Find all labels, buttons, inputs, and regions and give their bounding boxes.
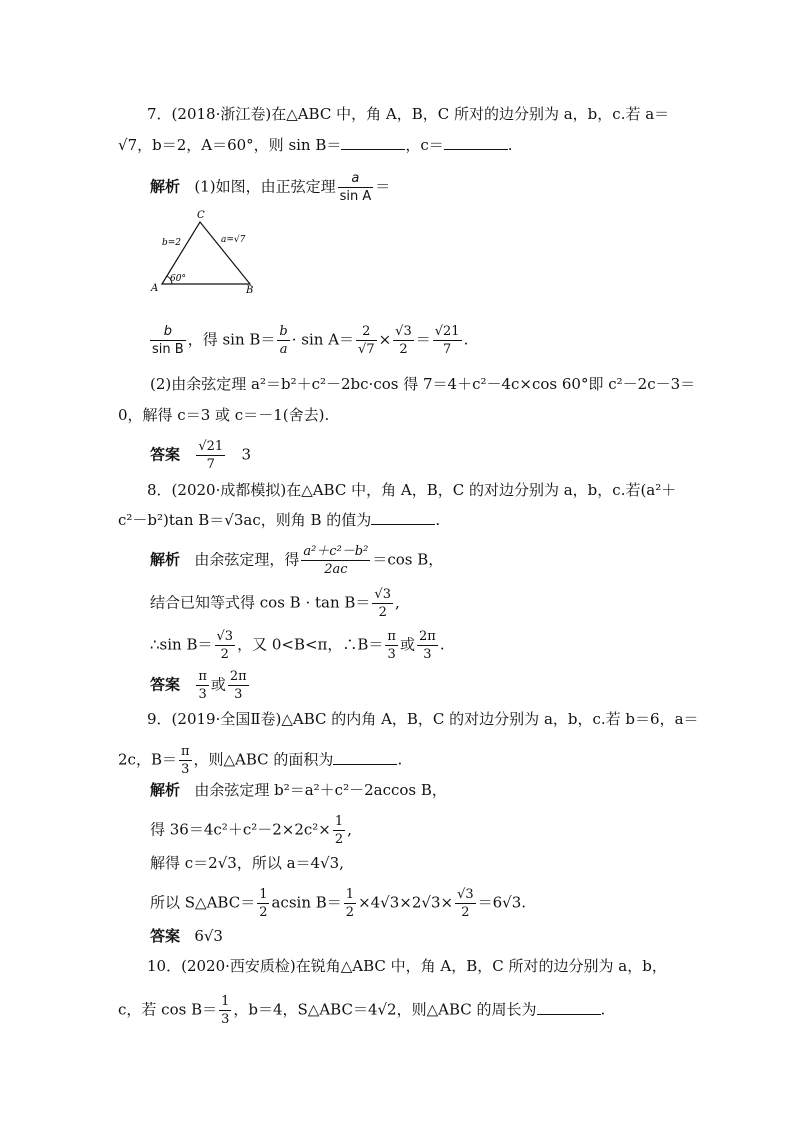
p9-solution-line3: 解得 c＝2√3，所以 a＝4√3, <box>150 854 344 872</box>
answer-blank <box>537 1000 601 1015</box>
p8-line2: c²－b²)tan B＝√3ac，则角 B 的值为 . <box>118 511 441 529</box>
answer-blank <box>444 135 508 150</box>
p9-solution-line1: 解析 由余弦定理 b²＝a²＋c²－2accos B， <box>150 781 447 799</box>
p10-line2: c，若 cos B＝ $\frac{1}{3}$ ，b＝4，S△ABC＝4√2，则△ABC 的周长为 . <box>118 994 606 1027</box>
p8-answer: 答案 $\frac{\pi}{3}$ 或 $\frac{2\pi}{3}$ <box>150 669 247 702</box>
side-b-label: b=2 <box>162 238 182 248</box>
p8-solution-line2: 结合已知等式得 cos B · tan B＝ $\frac{√3}{2}$ , <box>150 587 400 620</box>
p8-solution-line1: 解析 由余弦定理，得 $\frac{\text{a²＋c²－b²}}{2ac}$ ＝cos B， <box>150 544 444 577</box>
p10-line1: 10．(2020·西安质检)在锐角△ABC 中，角 A，B，C 所对的边分别为 a，b， <box>147 957 667 975</box>
p9-line1: 9．(2019·全国Ⅱ卷)△ABC 的内角 A，B，C 的对边分别为 a，b，c.若 b＝6，a＝ <box>147 710 699 728</box>
answer-blank <box>341 135 405 150</box>
p7-solution-line4: 0，解得 c＝3 或 c＝－1(舍去). <box>118 406 330 424</box>
p9-line2: 2c，B＝ $\frac{\pi}{3}$ ，则△ABC 的面积为 . <box>118 744 403 777</box>
vertex-c-label: C <box>197 210 205 221</box>
triangle-figure <box>148 208 263 298</box>
p9-solution-line4: 所以 S△ABC＝ $\frac{1}{2}$ acsin B＝ $\frac{1}{2}$ ×4√3×2√3× $\frac{√3}{2}$ ＝6√3. <box>150 887 527 920</box>
answer-blank <box>371 510 435 525</box>
p7-line1: 7．(2018·浙江卷)在△ABC 中，角 A，B，C 所对的边分别为 a，b，c.若 a＝ <box>147 105 670 123</box>
p7-solution-line2: $\frac{b}{\text{sin B}}$ ，得 sin B＝ $\frac{b}{a}$ · sin A＝ $\frac{2}{√7}$ × $\frac{√3}{2}$ ＝ $\frac{√21}{7}$ . <box>152 324 469 357</box>
p8-solution-line3: ∴sin B＝ $\frac{√3}{2}$ ，又 0<B<π，∴B＝ $\frac{\pi}{3}$ 或 $\frac{2\pi}{3}$ . <box>150 629 445 662</box>
p8-line1: 8．(2020·成都模拟)在△ABC 中，角 A，B，C 的对边分别为 a，b，c.若(a²＋ <box>147 481 677 499</box>
p9-solution-line2: 得 36＝4c²＋c²－2×2c²× $\frac{1}{2}$ , <box>150 814 352 847</box>
vertex-a-label: A <box>151 283 159 294</box>
p7-answer: 答案 $\frac{√21}{7}$ 3 <box>150 439 252 472</box>
answer-blank <box>333 750 397 765</box>
p9-answer: 答案 6√3 <box>150 927 223 945</box>
p7-solution-line3: (2)由余弦定理 a²＝b²＋c²－2bc·cos 得 7＝4＋c²－4c×cos 60°即 c²－2c－3＝ <box>150 375 696 393</box>
p7-solution-line1: 解析 (1)如图，由正弦定理 $\frac{a}{\text{sin A}}$ ＝ <box>150 171 391 204</box>
vertex-b-label: B <box>246 285 254 296</box>
angle-label: 60° <box>170 274 186 284</box>
p7-line2: √7，b＝2，A＝60°，则 sin B＝ ，c＝ . <box>118 136 513 154</box>
side-a-label: a=√7 <box>221 235 246 245</box>
